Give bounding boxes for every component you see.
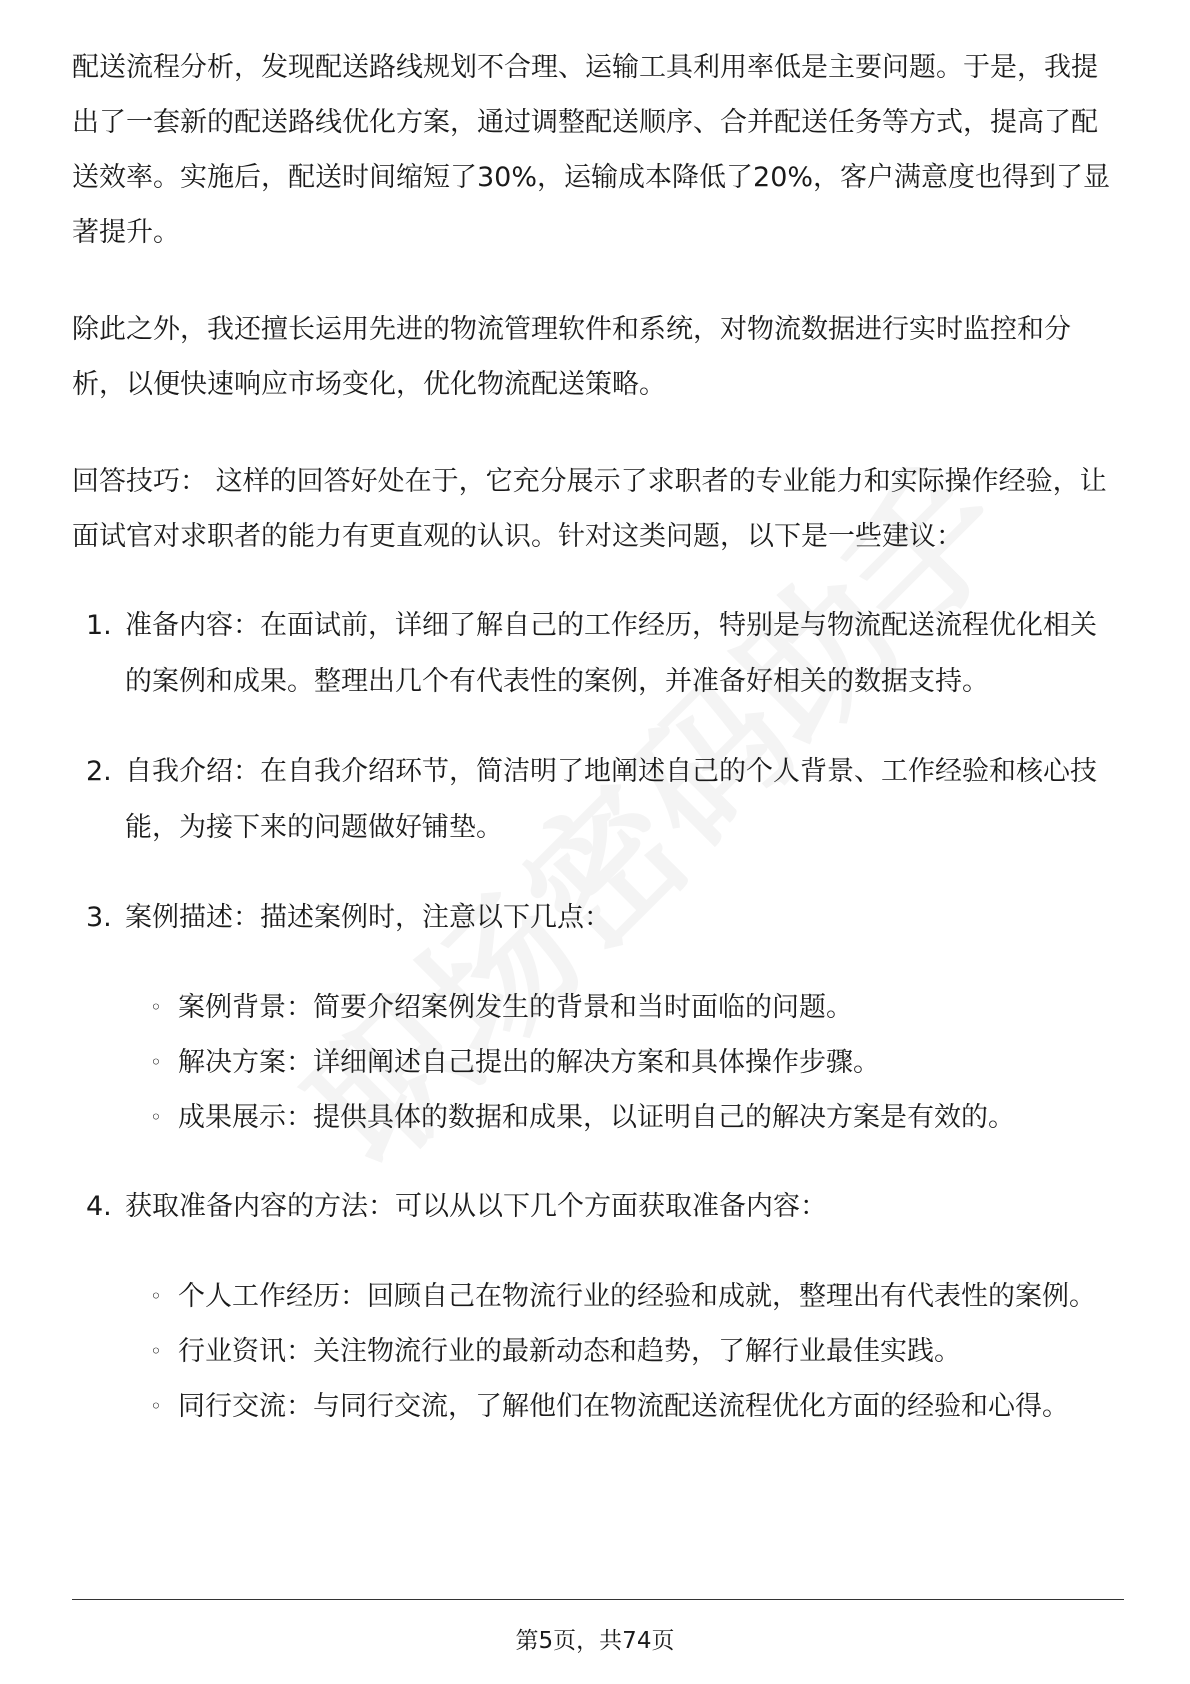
paragraph-delivery-analysis: 配送流程分析，发现配送路线规划不合理、运输工具利用率低是主要问题。于是，我提出了一套新的配送路线优化方案，通过调整配送顺序、合并配送任务等方式，提高了配送效率。实施后，配送时间缩短了30%，运输成本降低了20%，客户满意度也得到了显著提升。	[72, 52, 1111, 248]
sub-list-item-text: 成果展示：提供具体的数据和成果，以证明自己的解决方案是有效的。	[178, 1102, 1015, 1133]
sub-list-item	[72, 1269, 1122, 1324]
list-number: 3.	[86, 902, 112, 933]
page-content	[72, 40, 1122, 1434]
list-number: 2.	[86, 756, 112, 787]
sub-list-item-text: 解决方案：详细阐述自己提出的解决方案和具体操作步骤。	[178, 1047, 880, 1078]
sub-list-item	[72, 1379, 1122, 1434]
sub-list-item	[72, 980, 1122, 1035]
sub-list-item-text: 案例背景：简要介绍案例发生的背景和当时面临的问题。	[178, 992, 853, 1023]
sub-list-item-text: 行业资讯：关注物流行业的最新动态和趋势，了解行业最佳实践。	[178, 1336, 961, 1367]
page-number: 第5页，共74页	[515, 1628, 675, 1654]
list-number: 4.	[86, 1191, 112, 1222]
list-item-prepare-content	[72, 598, 1122, 710]
sub-list-item	[72, 1090, 1122, 1145]
list-item-self-intro	[72, 744, 1122, 856]
list-item-case-description	[72, 890, 1122, 946]
bullet-icon: ◦	[150, 1394, 162, 1418]
list-item-text: 案例描述：描述案例时，注意以下几点：	[125, 902, 611, 933]
sub-list-item	[72, 1324, 1122, 1379]
bullet-icon: ◦	[150, 1105, 162, 1129]
footer-divider	[72, 1599, 1124, 1600]
list-number: 1.	[86, 610, 112, 641]
bullet-icon: ◦	[150, 1050, 162, 1074]
paragraph-software-skills: 除此之外，我还擅长运用先进的物流管理软件和系统，对物流数据进行实时监控和分析，以便快速响应市场变化，优化物流配送策略。	[72, 314, 1071, 400]
paragraph-answer-tips: 回答技巧： 这样的回答好处在于，它充分展示了求职者的专业能力和实际操作经验，让面试官对求职者的能力有更直观的认识。针对这类问题，以下是一些建议：	[72, 466, 1107, 552]
list-item-text: 获取准备内容的方法：可以从以下几个方面获取准备内容：	[125, 1191, 827, 1222]
list-item-get-content	[72, 1179, 1122, 1235]
sub-list-item	[72, 1035, 1122, 1090]
bullet-icon: ◦	[150, 1284, 162, 1308]
bullet-icon: ◦	[150, 995, 162, 1019]
list-item-text: 自我介绍：在自我介绍环节，简洁明了地阐述自己的个人背景、工作经验和核心技能，为接下来的问题做好铺垫。	[125, 756, 1097, 843]
sub-list-item-text: 个人工作经历：回顾自己在物流行业的经验和成就，整理出有代表性的案例。	[178, 1281, 1096, 1312]
list-item-text: 准备内容：在面试前，详细了解自己的工作经历，特别是与物流配送流程优化相关的案例和成果。整理出几个有代表性的案例，并准备好相关的数据支持。	[125, 610, 1097, 697]
sub-list-item-text: 同行交流：与同行交流，了解他们在物流配送流程优化方面的经验和心得。	[178, 1391, 1069, 1422]
bullet-icon: ◦	[150, 1339, 162, 1363]
